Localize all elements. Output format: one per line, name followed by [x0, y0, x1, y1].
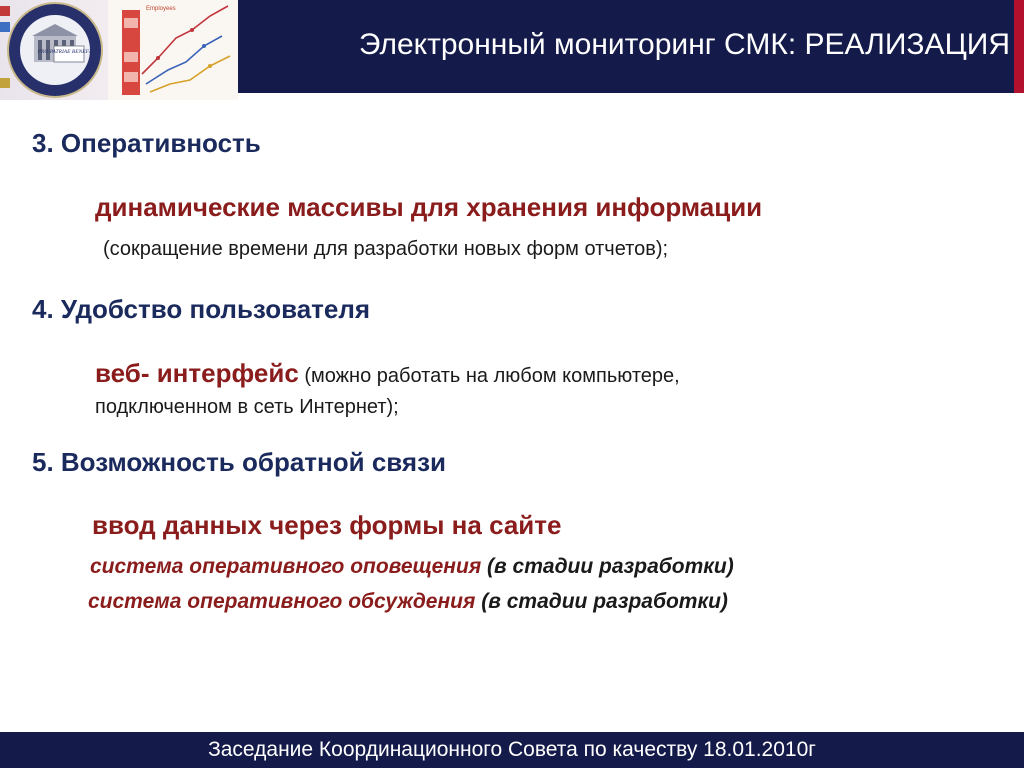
logo-graphic — [0, 0, 238, 100]
section-detail-dynamic-arrays: динамические массивы для хранения информации — [95, 192, 763, 222]
chart-label: Employees — [146, 6, 176, 12]
section-note-internet: подключенном в сеть Интернет); — [95, 396, 399, 418]
web-interface-line — [95, 358, 680, 389]
title-bar — [238, 0, 1024, 93]
section-heading-feedback: 5. Возможность обратной связи — [32, 447, 446, 477]
footer-text: Заседание Координационного Совета по качеству 18.01.2010г — [208, 738, 816, 761]
section-heading-responsiveness: 3. Оперативность — [32, 128, 261, 158]
seal-motto: PRO PATRIAE BENEFICIO — [37, 49, 101, 55]
section-heading-usability: 4. Удобство пользователя — [32, 294, 371, 324]
section-detail-web-interface: веб- интерфейс — [95, 358, 299, 388]
section-note-report-forms: (сокращение времени для разработки новых форм отчетов); — [103, 238, 669, 260]
slide-content — [0, 100, 1024, 732]
list-item-discussion — [88, 590, 728, 614]
page-title: Электронный мониторинг СМК: РЕАЛИЗАЦИЯ — [358, 28, 1010, 61]
section-detail-web-forms: ввод данных через формы на сайте — [92, 510, 562, 540]
header-banner — [0, 0, 1024, 100]
university-logo-chart-image — [0, 0, 238, 100]
item-status-notification: (в стадии разработки) — [481, 555, 734, 578]
header-divider — [238, 93, 1024, 100]
item-status-discussion: (в стадии разработки) — [475, 590, 728, 613]
item-label-discussion: система оперативного обсуждения — [88, 590, 476, 613]
footer-bar — [0, 732, 1024, 768]
list-item-notification — [90, 555, 734, 579]
section-note-any-computer: (можно работать на любом компьютере, — [298, 365, 680, 387]
item-label-notification: система оперативного оповещения — [90, 555, 482, 578]
accent-strip — [1014, 0, 1024, 93]
